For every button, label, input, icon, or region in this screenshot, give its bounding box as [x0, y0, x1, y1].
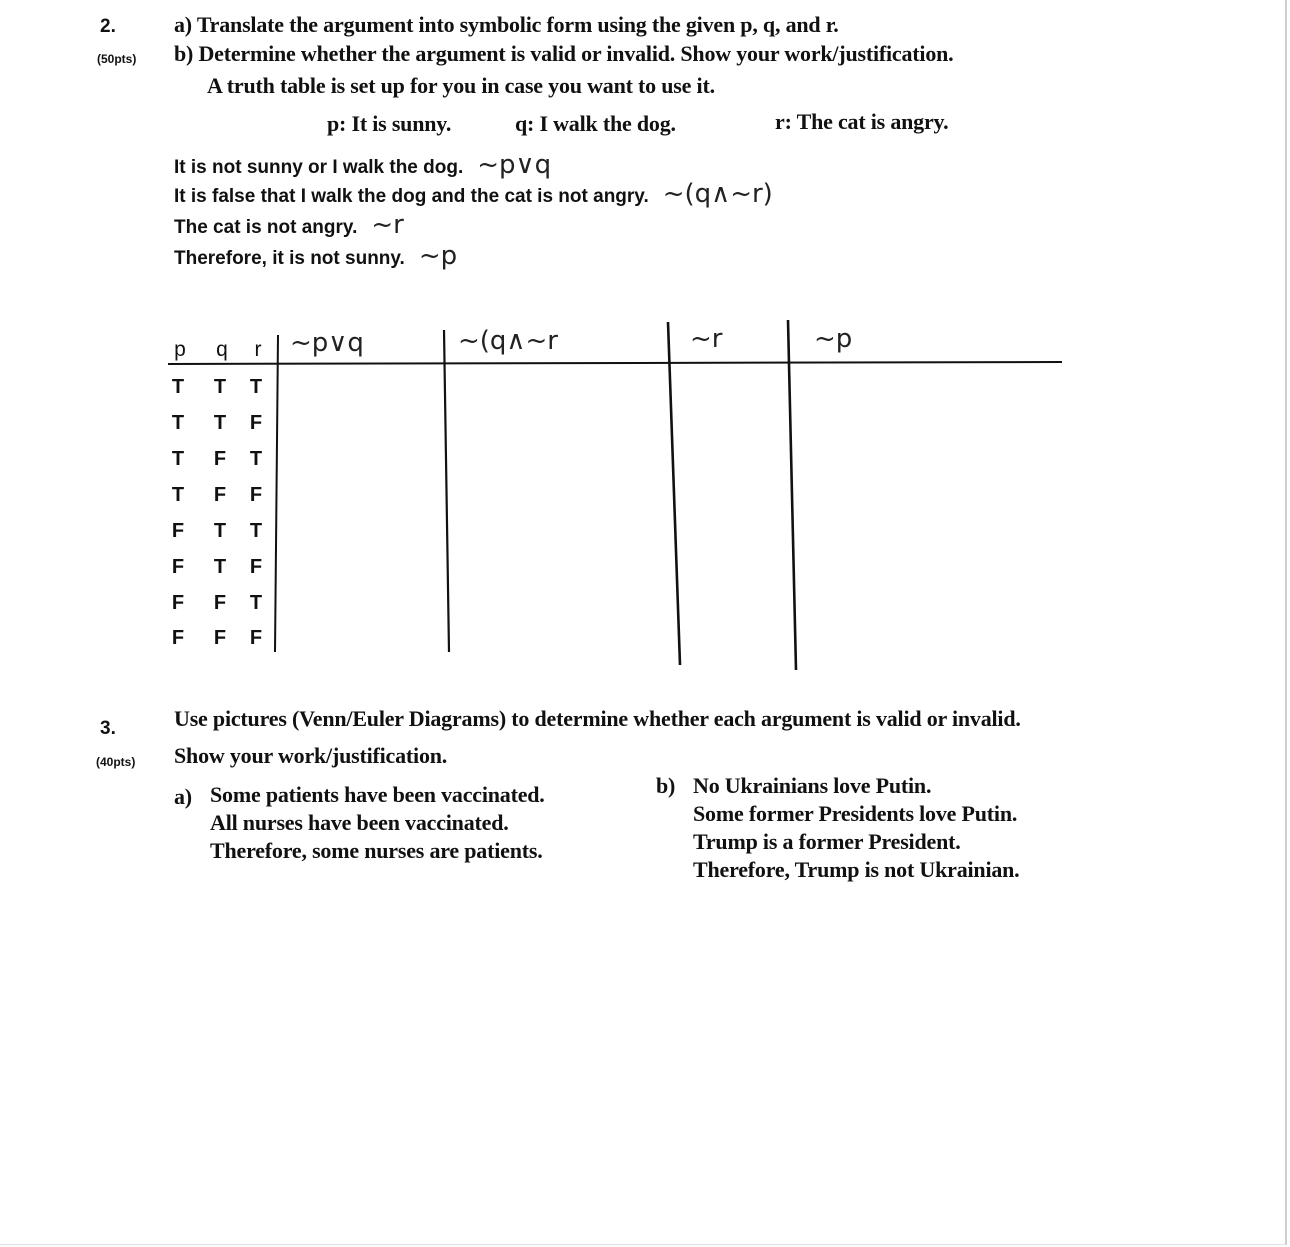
truth-table-header-premise-2: ~(q∧~r: [458, 326, 558, 356]
premise-1-handwritten-answer: ~p∨q: [477, 150, 552, 180]
cell-q: F: [213, 627, 227, 649]
column-divider-3: [668, 322, 680, 665]
question-2-part-a: a) Translate the argument into symbolic form using the given p, q, and r.: [174, 12, 839, 37]
question-2-part-b-continued: A truth table is set up for you in case you want to use it.: [207, 73, 715, 98]
cell-r: T: [249, 376, 263, 398]
question-3-prompt-line-2: Show your work/justification.: [174, 743, 448, 768]
definition-q: q: I walk the dog.: [515, 111, 676, 136]
question-3-prompt-line-1: Use pictures (Venn/Euler Diagrams) to determine whether each argument is valid or invalid.: [174, 706, 1021, 731]
premise-1-text: It is not sunny or I walk the dog.: [174, 157, 464, 178]
cell-r: F: [249, 556, 263, 578]
question-2-points: (50pts): [97, 52, 137, 66]
conclusion-text: Therefore, it is not sunny.: [174, 248, 405, 269]
truth-table-header-p: p: [174, 338, 186, 361]
premise-3-handwritten-answer: ~r: [371, 210, 404, 240]
part-b-premise-2: Some former Presidents love Putin.: [693, 801, 1018, 826]
truth-table-header-r: r: [254, 338, 262, 361]
definition-p: p: It is sunny.: [327, 111, 452, 136]
truth-table-header-q: q: [216, 338, 228, 361]
cell-p: F: [171, 592, 185, 614]
truth-table-header-premise-3: ~r: [690, 324, 723, 354]
cell-r: F: [249, 412, 263, 434]
truth-table-header-conclusion: ~p: [814, 324, 853, 354]
cell-q: T: [213, 376, 227, 398]
cell-q: F: [213, 592, 227, 614]
cell-r: T: [249, 592, 263, 614]
cell-p: T: [171, 412, 185, 434]
column-divider-2: [444, 330, 449, 652]
cell-r: F: [249, 484, 263, 506]
cell-q: F: [213, 448, 227, 470]
cell-r: T: [249, 448, 263, 470]
cell-p: T: [171, 448, 185, 470]
cell-r: T: [249, 520, 263, 542]
cell-q: F: [213, 484, 227, 506]
part-b-premise-3: Trump is a former President.: [693, 829, 961, 854]
part-a-conclusion: Therefore, some nurses are patients.: [210, 838, 543, 863]
column-divider-1: [275, 335, 278, 652]
question-3-points: (40pts): [96, 755, 136, 769]
cell-p: F: [171, 627, 185, 649]
cell-p: F: [171, 556, 185, 578]
part-b-premise-1: No Ukrainians love Putin.: [693, 773, 932, 798]
truth-table-header-rule: [168, 362, 1062, 364]
part-a-premise-2: All nurses have been vaccinated.: [210, 810, 509, 835]
part-b-conclusion: Therefore, Trump is not Ukrainian.: [693, 857, 1020, 882]
part-a-label: a): [174, 784, 192, 809]
definition-r: r: The cat is angry.: [775, 109, 949, 134]
premise-3-text: The cat is not angry.: [174, 217, 358, 238]
premise-2-text: It is false that I walk the dog and the cat is not angry.: [174, 186, 649, 207]
part-b-label: b): [656, 773, 676, 798]
truth-table-header-premise-1: ~p∨q: [290, 328, 364, 358]
cell-p: T: [171, 484, 185, 506]
cell-p: T: [171, 376, 185, 398]
question-2-part-b: b) Determine whether the argument is valid or invalid. Show your work/justification.: [174, 41, 954, 66]
cell-p: F: [171, 520, 185, 542]
part-a-premise-1: Some patients have been vaccinated.: [210, 782, 545, 807]
cell-q: T: [213, 556, 227, 578]
cell-q: T: [213, 520, 227, 542]
column-divider-4: [788, 320, 796, 670]
premise-2-handwritten-answer: ~(q∧~r): [662, 179, 773, 209]
cell-r: F: [249, 627, 263, 649]
conclusion-handwritten-answer: ~p: [418, 241, 458, 271]
question-2-number: 2.: [100, 16, 116, 37]
cell-q: T: [213, 412, 227, 434]
question-3-number: 3.: [100, 718, 116, 739]
